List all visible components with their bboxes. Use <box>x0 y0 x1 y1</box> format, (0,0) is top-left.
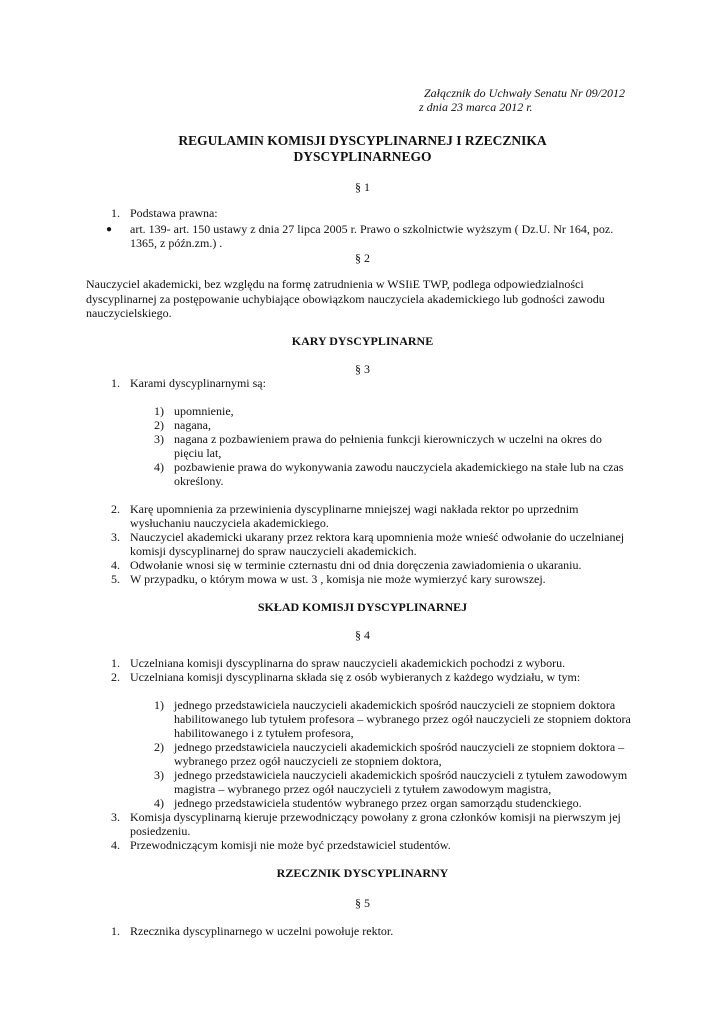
bullet-text-line-2: 1365, z późn.zm.) . <box>130 236 223 250</box>
paragraph-1-mark: § 1 <box>355 180 370 194</box>
sublist-item-continuation: pięciu lat, <box>174 446 222 460</box>
list-item: Uczelniana komisji dyscyplinarna składa się z osób wybieranych z każdego wydziału, w tym: <box>130 670 581 684</box>
body-text-line: nauczycielskiego. <box>86 306 172 320</box>
sublist-item-continuation: wybranego przez ogół nauczycieli ze stopniem doktora, <box>174 754 442 768</box>
sublist-item: pozbawienie prawa do wykonywania zawodu nauczyciela akademickiego na stałe lub na czas <box>174 460 624 474</box>
body-text-line: Nauczyciel akademicki, bez względu na formę zatrudnienia w WSIiE TWP, podlega odpowiedzialności <box>86 277 584 291</box>
list-number: 1. <box>111 924 120 938</box>
sublist-number: 4) <box>154 460 164 474</box>
list-number: 2. <box>111 502 120 516</box>
list-number: 3. <box>111 530 120 544</box>
list-item: Nauczyciel akademicki ukarany przez rektora karą upomnienia może wnieść odwołanie do uczelnianej <box>130 530 625 544</box>
list-number: 1. <box>111 206 120 220</box>
list-number: 4. <box>111 838 120 852</box>
sublist-number: 4) <box>154 796 164 810</box>
document-title-line-1: REGULAMIN KOMISJI DYSCYPLINARNEJ I RZECZNIKA <box>178 133 547 148</box>
paragraph-3-mark: § 3 <box>355 362 370 376</box>
list-number: 3. <box>111 810 120 824</box>
sublist-item: jednego przedstawiciela nauczycieli akademickich spośród nauczycieli ze stopniem doktora <box>174 698 616 712</box>
annex-line-1: Załącznik do Uchwały Senatu Nr 09/2012 <box>424 86 625 100</box>
body-text-line: dyscyplinarnej za postępowanie uchybiające obowiązkom nauczyciela akademickiego lub godności zawodu <box>86 292 605 306</box>
paragraph-2-mark: § 2 <box>355 251 370 265</box>
section-heading-kary: KARY DYSCYPLINARNE <box>291 334 434 348</box>
list-item: Komisja dyscyplinarną kieruje przewodniczący powołany z grona członków komisji na pierwszym jej <box>130 810 621 824</box>
sublist-item: jednego przedstawiciela nauczycieli akademickich spośród nauczycieli z tytułem zawodowym <box>174 768 628 782</box>
sublist-item: jednego przedstawiciela studentów wybranego przez organ samorządu studenckiego. <box>174 796 582 810</box>
sublist-number: 1) <box>154 404 164 418</box>
list-item: Odwołanie wnosi się w terminie czternastu dni od dnia doręczenia zawiadomienia o ukaraniu. <box>130 558 582 572</box>
list-number: 4. <box>111 558 120 572</box>
sublist-item: nagana z pozbawieniem prawa do pełnienia funkcji kierowniczych w uczelni na okres do <box>174 432 602 446</box>
sublist-number: 2) <box>154 740 164 754</box>
paragraph-4-mark: § 4 <box>355 628 370 642</box>
list-item: Rzecznika dyscyplinarnego w uczelni powołuje rektor. <box>130 924 394 938</box>
list-item: Karami dyscyplinarnymi są: <box>130 376 266 390</box>
list-item: Przewodniczącym komisji nie może być przedstawiciel studentów. <box>130 838 451 852</box>
list-number: 1. <box>111 656 120 670</box>
sublist-number: 3) <box>154 768 164 782</box>
sublist-number: 1) <box>154 698 164 712</box>
list-item: Karę upomnienia za przewinienia dyscyplinarne mniejszej wagi nakłada rektor po uprzednim <box>130 502 579 516</box>
bullet-icon: ● <box>106 224 113 235</box>
list-item: Podstawa prawna: <box>130 206 218 220</box>
list-number: 1. <box>111 376 120 390</box>
sublist-item-continuation: habilitowanego lub tytułem profesora – wybranego przez ogół nauczycieli ze stopniem doktora <box>174 712 631 726</box>
sublist-item: nagana, <box>174 418 211 432</box>
paragraph-5-mark: § 5 <box>355 896 370 910</box>
bullet-text-line-1: art. 139- art. 150 ustawy z dnia 27 lipca 2005 r. Prawo o szkolnictwie wyższym ( Dz.U. Nr 164, poz. <box>130 222 614 236</box>
sublist-item-continuation: określony. <box>174 474 224 488</box>
sublist-item: jednego przedstawiciela nauczycieli akademickich spośród nauczycieli ze stopniem doktora – <box>174 740 625 754</box>
sublist-item: upomnienie, <box>174 404 234 418</box>
list-item-continuation: komisji dyscyplinarnej do spraw nauczycieli akademickich. <box>130 544 417 558</box>
list-item-continuation: posiedzeniu. <box>130 824 191 838</box>
sublist-number: 2) <box>154 418 164 432</box>
list-item-continuation: wysłuchaniu nauczyciela akademickiego. <box>130 516 329 530</box>
annex-line-2: z dnia 23 marca 2012 r. <box>419 100 533 114</box>
section-heading-sklad: SKŁAD KOMISJI DYSCYPLINARNEJ <box>257 600 468 614</box>
section-heading-rzecznik: RZECZNIK DYSCYPLINARNY <box>276 866 449 880</box>
list-number: 5. <box>111 572 120 586</box>
sublist-item-continuation: habilitowanego i z tytułem profesora, <box>174 726 354 740</box>
sublist-number: 3) <box>154 432 164 446</box>
list-number: 2. <box>111 670 120 684</box>
document-title-line-2: DYSCYPLINARNEGO <box>293 149 432 164</box>
sublist-item-continuation: magistra – wybranego przez ogół nauczycieli z tytułem zawodowym magistra, <box>174 782 552 796</box>
list-item: W przypadku, o którym mowa w ust. 3 , komisja nie może wymierzyć kary surowszej. <box>130 572 546 586</box>
list-item: Uczelniana komisji dyscyplinarna do spraw nauczycieli akademickich pochodzi z wyboru. <box>130 656 566 670</box>
